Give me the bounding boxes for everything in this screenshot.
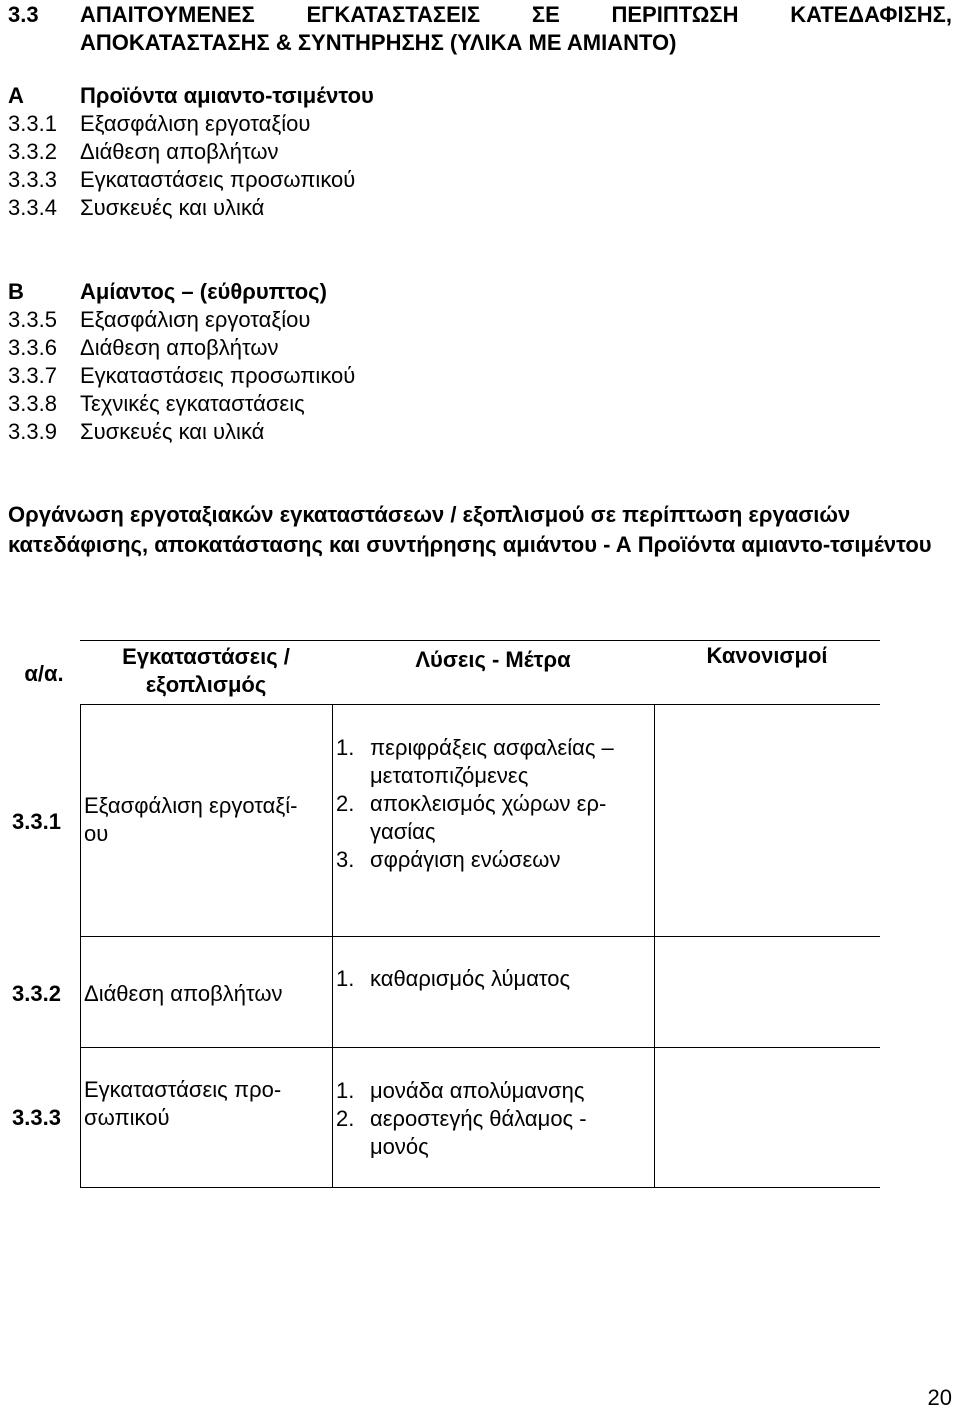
organization-paragraph: Οργάνωση εργοταξιακών εγκαταστάσεων / εξοπλισμού σε περίπτωση εργασιών κατεδάφισης, αποκατάστασης και συντήρησης αμιάντου - Α Προϊόντα αμιαντο-τσιμέντου [8, 502, 932, 557]
row-facility [84, 980, 328, 1008]
row-facility [84, 792, 328, 848]
row-measures [336, 1078, 652, 1168]
measure-text: αεροστεγής θάλαμος - [370, 1106, 587, 1131]
measure-text: αποκλεισμός χώρων ερ- [370, 791, 607, 816]
title-word: ΠΕΡΙΠΤΩΣΗ [611, 2, 739, 27]
measure-number: 2. [336, 791, 355, 816]
title-word: ΣΕ [531, 2, 560, 27]
row-measures [336, 966, 652, 996]
outline-text: Συσκευές και υλικά [80, 419, 265, 444]
row-id: 3.3.3 [12, 1105, 61, 1130]
group-title: Αμίαντος – (εύθρυπτος) [80, 279, 327, 304]
facility-line: σωπικού [84, 1105, 170, 1130]
table-header-facilities [80, 643, 332, 699]
row-id: 3.3.1 [12, 809, 61, 834]
measure-text: καθαρισμός λύματος [370, 966, 571, 991]
outline-text: Εγκαταστάσεις προσωπικού [80, 167, 356, 192]
facility-line: Εγκαταστάσεις προ- [84, 1077, 282, 1102]
facility-line: Εξασφάλιση εργοταξί- [84, 793, 298, 818]
title-word: ΑΠΑΙΤΟΥΜΕΝΕΣ [80, 2, 255, 27]
table-column-divider [332, 704, 333, 1187]
table-rule [80, 936, 880, 937]
header-line: εξοπλισμός [145, 672, 267, 697]
page-number: 20 [927, 1385, 952, 1410]
facility-line: Διάθεση αποβλήτων [84, 981, 283, 1006]
group-letter: Β [8, 279, 24, 304]
outline-text: Εξασφάλιση εργοταξίου [80, 307, 311, 332]
table-header-regulations: Κανονισμοί [706, 643, 828, 668]
row-facility [84, 1076, 328, 1132]
title-word: ΚΑΤΕΔΑΦΙΣΗΣ, [790, 2, 952, 27]
outline-number: 3.3.8 [8, 391, 57, 416]
table-header-measures: Λύσεις - Μέτρα [415, 647, 571, 672]
outline-text: Διάθεση αποβλήτων [80, 335, 279, 360]
table-column-divider [654, 704, 655, 1187]
row-id: 3.3.2 [12, 981, 61, 1006]
section-title-line2: ΑΠΟΚΑΤΑΣΤΑΣΗΣ & ΣΥΝΤΗΡΗΣΗΣ (ΥΛΙΚΑ ΜΕ ΑΜΙΑΝΤΟ) [80, 30, 677, 55]
outline-text: Τεχνικές εγκαταστάσεις [80, 391, 305, 416]
measure-number: 2. [336, 1106, 355, 1131]
outline-number: 3.3.9 [8, 419, 57, 444]
outline-number: 3.3.4 [8, 195, 57, 220]
measure-number: 3. [336, 847, 355, 872]
measure-number: 1. [336, 966, 355, 991]
table-column-divider [80, 704, 81, 1187]
table-rule [80, 704, 880, 705]
outline-number: 3.3.6 [8, 335, 57, 360]
measure-number: 1. [336, 735, 355, 760]
measure-text: μονός [370, 1134, 429, 1159]
table-rule [80, 1187, 880, 1188]
outline-text: Εξασφάλιση εργοταξίου [80, 111, 311, 136]
title-word: ΕΓΚΑΤΑΣΤΑΣΕΙΣ [306, 2, 481, 27]
outline-text: Διάθεση αποβλήτων [80, 139, 279, 164]
section-title-line1 [80, 2, 952, 28]
measure-text: μονάδα απολύμανσης [370, 1078, 585, 1103]
table-rule [80, 1047, 880, 1048]
outline-number: 3.3.2 [8, 139, 57, 164]
group-title: Προϊόντα αμιαντο-τσιμέντου [80, 83, 374, 108]
measure-text: μετατοπιζόμενες [370, 763, 529, 788]
table-rule [80, 640, 880, 641]
measure-text: περιφράξεις ασφαλείας – [370, 735, 614, 760]
outline-number: 3.3.5 [8, 307, 57, 332]
section-number: 3.3 [8, 2, 39, 27]
outline-number: 3.3.7 [8, 363, 57, 388]
outline-number: 3.3.3 [8, 167, 57, 192]
table-header-aa: α/α. [24, 661, 64, 686]
row-measures [336, 735, 652, 875]
group-letter: Α [8, 83, 24, 108]
header-line: Εγκαταστάσεις / [122, 644, 290, 669]
measure-number: 1. [336, 1078, 355, 1103]
outline-text: Εγκαταστάσεις προσωπικού [80, 363, 356, 388]
measure-text: γασίας [370, 819, 436, 844]
outline-number: 3.3.1 [8, 111, 57, 136]
outline-text: Συσκευές και υλικά [80, 195, 265, 220]
measure-text: σφράγιση ενώσεων [370, 847, 561, 872]
facility-line: ου [84, 821, 109, 846]
